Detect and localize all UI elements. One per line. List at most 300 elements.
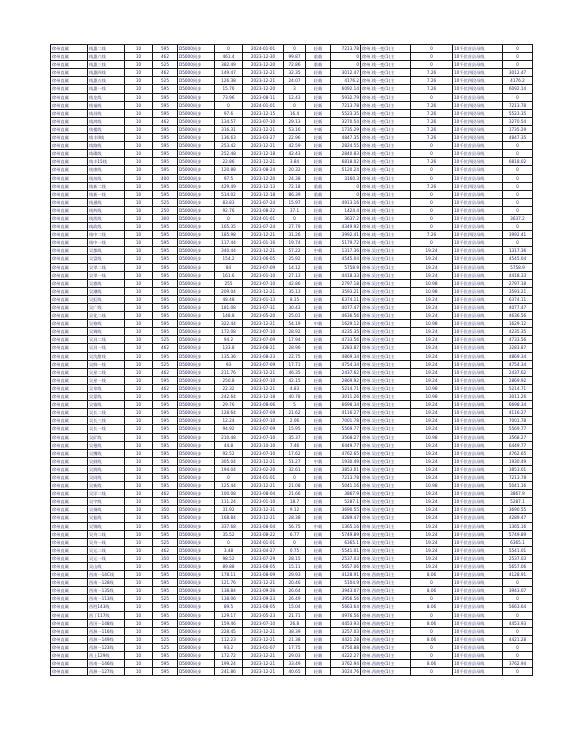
date-cell: 2023-12-21	[243, 457, 284, 465]
voltage-cell: 10	[125, 409, 153, 417]
capacity-cell: 462	[153, 117, 178, 125]
unit-cell: 徐州直属	[51, 514, 88, 522]
voltage-cell: 10	[125, 563, 153, 571]
line-name-cell: 西源一116线	[88, 627, 125, 635]
value-cell: 0	[411, 595, 453, 603]
unit-cell: 徐州直属	[51, 287, 88, 295]
capacity-cell: 595	[153, 587, 178, 595]
value-cell: 8.06	[411, 635, 453, 643]
load-cell: 22.32	[215, 384, 243, 392]
voltage-cell: 10	[125, 433, 153, 441]
status-cell: 轻载	[306, 77, 331, 85]
margin-cell: 1365.16	[331, 522, 361, 530]
bus-cell: 10千伏首县母线	[453, 530, 503, 538]
unit-cell: 徐州直属	[51, 465, 88, 473]
rate-cell: 72.18	[284, 182, 306, 190]
line-name-cell: 吴润线	[88, 465, 125, 473]
table-row	[51, 538, 533, 546]
substation-cell: 徐州.线一变(1)主	[361, 182, 411, 190]
bus-cell: 10千伏首县母线	[453, 579, 503, 587]
value-cell: 0	[411, 652, 453, 660]
margin-cell: 6818.02	[331, 158, 361, 166]
line-name-cell: 吴调线	[88, 328, 125, 336]
date-cell: 2023-08-09	[243, 571, 284, 579]
margin-cell: 7213.78	[331, 473, 361, 481]
capacity-cell: 595	[153, 393, 178, 401]
source-cell: D5000同步	[178, 223, 215, 231]
source-cell: D5000同步	[178, 304, 215, 312]
unit-cell: 徐州直属	[51, 336, 88, 344]
rate-cell: 5	[284, 401, 306, 409]
table-row	[51, 506, 533, 514]
date-cell: 2023-12-21	[243, 247, 284, 255]
value-cell: 8.06	[411, 571, 453, 579]
source-cell: D5000同步	[178, 263, 215, 271]
value-cell: 0	[411, 53, 453, 61]
load-cell: 159.46	[215, 619, 243, 627]
capacity-cell: 595	[153, 190, 178, 198]
voltage-cell: 10	[125, 182, 153, 190]
source-cell: D5000同步	[178, 320, 215, 328]
voltage-cell: 10	[125, 449, 153, 457]
bus-margin-cell: 7001.78	[503, 417, 533, 425]
unit-cell: 徐州直属	[51, 384, 88, 392]
load-cell: 322.44	[215, 320, 243, 328]
capacity-cell: 595	[153, 279, 178, 287]
bus-cell: 10千伏首县母线	[453, 271, 503, 279]
line-name-cell: 线丰15线	[88, 158, 125, 166]
source-cell: D5000同步	[178, 538, 215, 546]
rate-cell: 25.01	[284, 312, 306, 320]
status-cell: 轻载	[306, 69, 331, 77]
unit-cell: 徐州直属	[51, 255, 88, 263]
substation-cell: 徐州.吴庄变(1)主	[361, 336, 411, 344]
date-cell: 2023-12-20	[243, 61, 284, 69]
capacity-cell: 595	[153, 457, 178, 465]
date-cell: 2024-01-01	[243, 45, 284, 53]
table-row	[51, 174, 533, 182]
substation-cell: 徐州.吴庄变(1)主	[361, 441, 411, 449]
table-row	[51, 206, 533, 214]
capacity-cell: 462	[153, 384, 178, 392]
bus-margin-cell: 4754.34	[503, 360, 533, 368]
bus-margin-cell: 0	[503, 166, 533, 174]
value-cell: 8.06	[411, 587, 453, 595]
substation-cell: 徐州.线一变(1)主	[361, 190, 411, 198]
substation-cell: 徐州.吴庄变(1)主	[361, 546, 411, 554]
line-name-cell: 吴翠一线	[88, 271, 125, 279]
line-name-cell: 吴宇线	[88, 498, 125, 506]
substation-cell: 徐州.吴庄变(1)主	[361, 482, 411, 490]
bus-margin-cell: 4869.34	[503, 352, 533, 360]
source-cell: D5000同步	[178, 449, 215, 457]
rate-cell: 0	[284, 214, 306, 222]
value-cell: 7.26	[411, 182, 453, 190]
date-cell: 2024-01-01	[243, 538, 284, 546]
table-row	[51, 660, 533, 668]
bus-cell: 10千伏首县母线	[453, 328, 503, 336]
unit-cell: 徐州直属	[51, 441, 88, 449]
bus-cell: 10千伏四段母线	[453, 182, 503, 190]
source-cell: D5000同步	[178, 595, 215, 603]
table-row	[51, 77, 533, 85]
source-cell: D5000同步	[178, 393, 215, 401]
date-cell: 2023-12-21	[243, 652, 284, 660]
status-cell: 轻载	[306, 328, 331, 336]
source-cell: D5000同步	[178, 117, 215, 125]
voltage-cell: 10	[125, 401, 153, 409]
load-cell: 3.48	[215, 546, 243, 554]
table-row	[51, 255, 533, 263]
bus-cell: 10千伏首县母线	[453, 223, 503, 231]
margin-cell: 3160.3	[331, 174, 361, 182]
table-row	[51, 587, 533, 595]
date-cell: 2023-12-21	[243, 579, 284, 587]
substation-cell: 徐州.吴庄变(1)主	[361, 360, 411, 368]
status-cell: 轻载	[306, 603, 331, 611]
load-cell: 89.5	[215, 603, 243, 611]
date-cell: 2023-04-27	[243, 546, 284, 554]
date-cell: 2024-01-01	[243, 214, 284, 222]
date-cell: 2023-12-20	[243, 85, 284, 93]
line-name-cell: 吴运二线	[88, 546, 125, 554]
load-cell: 0	[215, 214, 243, 222]
source-cell: D5000同步	[178, 660, 215, 668]
unit-cell: 徐州直属	[51, 352, 88, 360]
substation-cell: 徐州.西南变(1)主	[361, 643, 411, 651]
rate-cell: 0	[284, 101, 306, 109]
bus-margin-cell: 0	[503, 643, 533, 651]
substation-cell: 徐州.吴庄变(1)主	[361, 344, 411, 352]
date-cell: 2023-07-10	[243, 433, 284, 441]
voltage-cell: 10	[125, 158, 153, 166]
substation-cell: 徐州.西南变(1)主	[361, 635, 411, 643]
margin-cell: 5657.06	[331, 563, 361, 571]
rate-cell: 14.12	[284, 263, 306, 271]
unit-cell: 徐州直属	[51, 328, 88, 336]
table-row	[51, 263, 533, 271]
rate-cell: 30.43	[284, 304, 306, 312]
rate-cell: 38.39	[284, 627, 306, 635]
unit-cell: 徐州直属	[51, 595, 88, 603]
substation-cell: 徐州.吴庄变(1)主	[361, 563, 411, 571]
table-row	[51, 668, 533, 676]
source-cell: D5000同步	[178, 498, 215, 506]
status-cell: 轻载	[306, 433, 331, 441]
date-cell: 2023-12-21	[243, 320, 284, 328]
voltage-cell: 10	[125, 360, 153, 368]
line-name-cell: 吴富线	[88, 255, 125, 263]
bus-margin-cell: 5287.1	[503, 498, 533, 506]
unit-cell: 徐州直属	[51, 360, 88, 368]
margin-cell: 7213.78	[331, 101, 361, 109]
load-cell: 138.06	[215, 595, 243, 603]
rate-cell: 17.75	[284, 643, 306, 651]
date-cell: 2023-12-21	[243, 384, 284, 392]
bus-cell: 10千伏首县母线	[453, 465, 503, 473]
bus-cell: 10千伏首县母线	[453, 425, 503, 433]
status-cell: 轻载	[306, 401, 331, 409]
status-cell: 轻载	[306, 660, 331, 668]
status-cell: 轻载	[306, 538, 331, 546]
substation-cell: 徐州.吴庄变(1)主	[361, 425, 411, 433]
bus-margin-cell: 5523.35	[503, 109, 533, 117]
load-cell: 305.04	[215, 457, 243, 465]
unit-cell: 徐州直属	[51, 142, 88, 150]
rate-cell: 42.86	[284, 279, 306, 287]
table-row	[51, 627, 533, 635]
substation-cell: 徐州.线一变(1)主	[361, 61, 411, 69]
unit-cell: 徐州直属	[51, 506, 88, 514]
line-name-cell: 线丝线	[88, 174, 125, 182]
line-name-cell: 线新二线	[88, 182, 125, 190]
margin-cell: 4077.47	[331, 304, 361, 312]
bus-cell: 10千伏首县母线	[453, 336, 503, 344]
bus-margin-cell: 4289.47	[503, 514, 533, 522]
margin-cell: 4636.56	[331, 312, 361, 320]
value-cell: 19.24	[411, 490, 453, 498]
source-cell: D5000同步	[178, 295, 215, 303]
capacity-cell: 595	[153, 93, 178, 101]
value-cell: 10.98	[411, 393, 453, 401]
source-cell: D5000同步	[178, 239, 215, 247]
rate-cell: 29.13	[284, 117, 306, 125]
line-name-cell: 线昌线	[88, 109, 125, 117]
unit-cell: 徐州直属	[51, 77, 88, 85]
bus-cell: 10千伏首县母线	[453, 538, 503, 546]
bus-cell: 10千伏首县母线	[453, 393, 503, 401]
rate-cell: 21.71	[284, 611, 306, 619]
substation-cell: 徐州.线一变(1)主	[361, 174, 411, 182]
status-cell: 轻载	[306, 368, 331, 376]
status-cell: 中载	[306, 457, 331, 465]
table-row	[51, 571, 533, 579]
bus-cell: 10千伏首县母线	[453, 263, 503, 271]
capacity-cell: 462	[153, 53, 178, 61]
substation-cell: 徐州.线一变(1)主	[361, 109, 411, 117]
bus-cell: 10千伏首县母线	[453, 433, 503, 441]
margin-cell: 4421.28	[331, 635, 361, 643]
substation-cell: 徐州.吴庄变(1)主	[361, 287, 411, 295]
status-cell: 轻载	[306, 627, 331, 635]
status-cell: 中载	[306, 522, 331, 530]
bus-cell: 10千伏首县母线	[453, 611, 503, 619]
bus-margin-cell: 4116.27	[503, 409, 533, 417]
source-cell: D5000同步	[178, 482, 215, 490]
bus-margin-cell: 0	[503, 652, 533, 660]
bus-cell: 10千伏首县母线	[453, 627, 503, 635]
substation-cell: 徐州.线一变(1)主	[361, 166, 411, 174]
capacity-cell: 595	[153, 263, 178, 271]
load-cell: 0	[215, 538, 243, 546]
bus-margin-cell: 3943.07	[503, 587, 533, 595]
margin-cell: 5214.71	[331, 384, 361, 392]
unit-cell: 徐州直属	[51, 117, 88, 125]
capacity-cell: 595	[153, 514, 178, 522]
capacity-cell: 525	[153, 643, 178, 651]
value-cell: 19.24	[411, 255, 453, 263]
rate-cell: 29.03	[284, 652, 306, 660]
substation-cell: 徐州.吴庄变(1)主	[361, 401, 411, 409]
date-cell: 2023-12-21	[243, 514, 284, 522]
load-cell: 35.52	[215, 530, 243, 538]
bus-cell: 10千伏首县母线	[453, 150, 503, 158]
date-cell: 2023-12-15	[243, 109, 284, 117]
source-cell: D5000同步	[178, 166, 215, 174]
voltage-cell: 10	[125, 393, 153, 401]
table-row	[51, 595, 533, 603]
line-name-cell: 线碟线	[88, 150, 125, 158]
value-cell: 0	[411, 223, 453, 231]
status-cell: 轻载	[306, 668, 331, 676]
date-cell: 2023-08-04	[243, 522, 284, 530]
unit-cell: 徐州直属	[51, 304, 88, 312]
line-name-cell: 西胜143线	[88, 603, 125, 611]
value-cell: 8.06	[411, 603, 453, 611]
substation-cell: 徐州.线一变(1)主	[361, 142, 411, 150]
unit-cell: 徐州直属	[51, 668, 88, 676]
status-cell: 轻载	[306, 530, 331, 538]
value-cell: 19.24	[411, 457, 453, 465]
status-cell: 轻载	[306, 506, 331, 514]
rate-cell: 6.77	[284, 530, 306, 538]
status-cell: 轻载	[306, 85, 331, 93]
table-row	[51, 279, 533, 287]
line-name-cell: 线惠六线	[88, 53, 125, 61]
table-row	[51, 401, 533, 409]
load-cell: 15.76	[215, 85, 243, 93]
margin-cell: 0	[331, 61, 361, 69]
line-name-cell: 吴蒙线	[88, 393, 125, 401]
unit-cell: 徐州直属	[51, 571, 88, 579]
voltage-cell: 10	[125, 247, 153, 255]
source-cell: D5000同步	[178, 287, 215, 295]
capacity-cell: 350	[153, 506, 178, 514]
bus-margin-cell: 1735.29	[503, 125, 533, 133]
unit-cell: 徐州直属	[51, 109, 88, 117]
status-cell: 轻载	[306, 239, 331, 247]
table-row	[51, 271, 533, 279]
voltage-cell: 10	[125, 441, 153, 449]
unit-cell: 徐州直属	[51, 279, 88, 287]
substation-cell: 徐州.吴庄变(1)主	[361, 457, 411, 465]
line-name-cell: 吴昌二线	[88, 336, 125, 344]
bus-margin-cell: 4545.04	[503, 255, 533, 263]
capacity-cell: 595	[153, 352, 178, 360]
bus-margin-cell: 6449.77	[503, 441, 533, 449]
voltage-cell: 10	[125, 425, 153, 433]
status-cell: 轻载	[306, 563, 331, 571]
spreadsheet	[50, 44, 532, 676]
line-name-cell: 吴广线	[88, 304, 125, 312]
source-cell: D5000同步	[178, 109, 215, 117]
rate-cell: 46.35	[284, 368, 306, 376]
status-cell: 轻载	[306, 643, 331, 651]
substation-cell: 徐州.吴庄变(1)主	[361, 530, 411, 538]
source-cell: D5000同步	[178, 45, 215, 53]
line-name-cell: 线惠五线	[88, 77, 125, 85]
load-cell: 129.17	[215, 611, 243, 619]
bus-cell: 10千伏首县母线	[453, 409, 503, 417]
substation-cell: 徐州.吴庄变(1)主	[361, 247, 411, 255]
value-cell: 19.24	[411, 498, 453, 506]
source-cell: D5000同步	[178, 401, 215, 409]
load-cell: 337.68	[215, 522, 243, 530]
voltage-cell: 10	[125, 304, 153, 312]
bus-cell: 10千伏首县母线	[453, 635, 503, 643]
bus-cell: 10千伏首县母线	[453, 587, 503, 595]
capacity-cell: 525	[153, 77, 178, 85]
table-row	[51, 287, 533, 295]
date-cell: 2023-08-22	[243, 206, 284, 214]
value-cell: 0	[411, 198, 453, 206]
status-cell: 轻载	[306, 142, 331, 150]
date-cell: 2023-08-11	[243, 93, 284, 101]
value-cell: 10.98	[411, 482, 453, 490]
table-row	[51, 142, 533, 150]
value-cell: 10.98	[411, 433, 453, 441]
value-cell: 0	[411, 174, 453, 182]
substation-cell: 徐州.西南变(1)主	[361, 579, 411, 587]
substation-cell: 徐州.线一变(1)主	[361, 198, 411, 206]
value-cell: 8.06	[411, 660, 453, 668]
load-cell: 111.24	[215, 498, 243, 506]
table-row	[51, 336, 533, 344]
capacity-cell: 595	[153, 312, 178, 320]
bus-margin-cell: 4847.35	[503, 134, 533, 142]
value-cell: 19.24	[411, 538, 453, 546]
substation-cell: 徐州.吴庄变(1)主	[361, 384, 411, 392]
table-row	[51, 214, 533, 222]
unit-cell: 徐州直属	[51, 182, 88, 190]
load-cell: 29.76	[215, 401, 243, 409]
load-cell: 209.04	[215, 287, 243, 295]
value-cell: 0	[411, 668, 453, 676]
load-cell: 316.31	[215, 125, 243, 133]
voltage-cell: 10	[125, 668, 153, 676]
voltage-cell: 10	[125, 611, 153, 619]
voltage-cell: 10	[125, 368, 153, 376]
date-cell: 2023-07-10	[243, 328, 284, 336]
date-cell: 2023-01-16	[243, 239, 284, 247]
status-cell: 中载	[306, 320, 331, 328]
source-cell: D5000同步	[178, 214, 215, 222]
bus-cell: 10千伏首县母线	[453, 652, 503, 660]
substation-cell: 徐州.线一变(1)主	[361, 45, 411, 53]
table-row	[51, 117, 533, 125]
bus-cell: 10千伏首县母线	[453, 643, 503, 651]
table-row	[51, 45, 533, 53]
status-cell: 轻载	[306, 425, 331, 433]
bus-cell: 10千伏首县母线	[453, 482, 503, 490]
substation-cell: 徐州.线一变(1)主	[361, 101, 411, 109]
substation-cell: 徐州.吴庄变(1)主	[361, 320, 411, 328]
unit-cell: 徐州直属	[51, 393, 88, 401]
load-cell: 252.48	[215, 150, 243, 158]
line-name-cell: 线路线	[88, 142, 125, 150]
line-name-cell: 吴星二线	[88, 368, 125, 376]
value-cell: 0	[411, 142, 453, 150]
substation-cell: 徐州.线一变(1)主	[361, 206, 411, 214]
value-cell: 10.98	[411, 320, 453, 328]
load-cell: 31.92	[215, 506, 243, 514]
date-cell: 2023-08-24	[243, 166, 284, 174]
date-cell: 2023-12-21	[243, 158, 284, 166]
rate-cell: 22.75	[284, 352, 306, 360]
value-cell: 0	[411, 214, 453, 222]
status-cell: 轻载	[306, 158, 331, 166]
table-row	[51, 295, 533, 303]
